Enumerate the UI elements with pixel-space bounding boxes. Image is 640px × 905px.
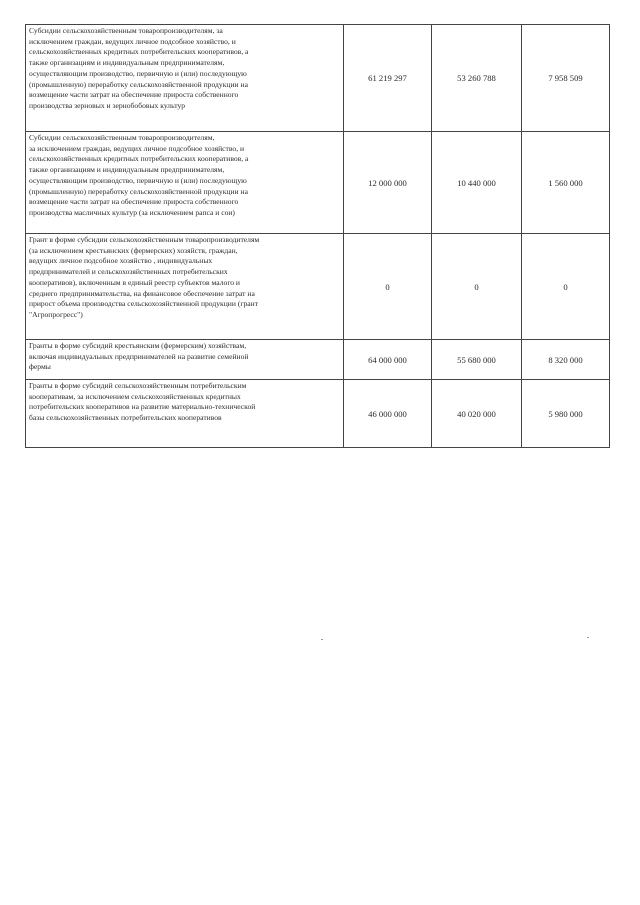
value-cell: 40 020 000 bbox=[432, 380, 522, 448]
description-text: Гранты в форме субсидий крестьянским (фермерским) хозяйствам, включая индивидуальных предпринимателей на развитие семейной фермы bbox=[29, 341, 249, 372]
table-row bbox=[26, 132, 610, 234]
value-cell: 55 680 000 bbox=[432, 340, 522, 380]
value-cell: 5 980 000 bbox=[522, 380, 610, 448]
value-cell: 0 bbox=[432, 234, 522, 340]
row-description bbox=[26, 380, 344, 448]
value-cell: 12 000 000 bbox=[344, 132, 432, 234]
value-cell: 0 bbox=[522, 234, 610, 340]
value-cell: 10 440 000 bbox=[432, 132, 522, 234]
scan-speck bbox=[321, 639, 323, 640]
description-text: Гранты в форме субсидий сельскохозяйственным потребительским кооперативам, за исключением сельскохозяйственных кредитных потребительских кооперативов на развитие материально-технической базы сельскохозяйственных потребительских кооперативов bbox=[29, 381, 256, 423]
subsidies-table bbox=[25, 24, 610, 448]
table-row bbox=[26, 25, 610, 132]
row-description bbox=[26, 25, 344, 132]
table-row bbox=[26, 380, 610, 448]
value-cell: 0 bbox=[344, 234, 432, 340]
description-text: Грант в форме субсидии сельскохозяйственным товаропроизводителям (за исключением крестьянских (фермерских) хозяйств, граждан, ведущих личное подсобное хозяйство , индивидуальных предпринимателей и сельскохозяйственных потребительских кооперативов), включенным в единый реестр субъектов малого и среднего предпринимательства, на финансовое обеспечение затрат на прирост объема производства сельскохозяйственной продукции (грант "Агропрогресс") bbox=[29, 235, 260, 319]
row-description bbox=[26, 234, 344, 340]
table-row bbox=[26, 234, 610, 340]
description-text: Субсидии сельскохозяйственным товаропроизводителям, за исключением граждан, ведущих личное подсобное хозяйство, и сельскохозяйственных кредитных потребительских кооперативов, а также организациям и индивидуальным предпринимателям, осуществляющим производство, первичную и (или) последующую (промышленную) переработку сельскохозяйственной продукции на возмещение части затрат на обеспечение прироста собственного производства зерновых и зернобобовых культур bbox=[29, 26, 249, 110]
scan-speck bbox=[587, 637, 589, 638]
value-cell: 53 260 788 bbox=[432, 25, 522, 132]
row-description bbox=[26, 340, 344, 380]
value-cell: 8 320 000 bbox=[522, 340, 610, 380]
row-description bbox=[26, 132, 344, 234]
description-text: Субсидии сельскохозяйственным товаропроизводителям, за исключением граждан, ведущих личное подсобное хозяйство, и сельскохозяйственных кредитных потребительских кооперативов, а также организациям и индивидуальным предпринимателям, осуществляющим производство, первичную и (или) последующую (промышленную) переработку сельскохозяйственной продукции на возмещение части затрат на обеспечение прироста собственного производства масличных культур (за исключением рапса и сои) bbox=[29, 133, 249, 217]
value-cell: 1 560 000 bbox=[522, 132, 610, 234]
value-cell: 64 000 000 bbox=[344, 340, 432, 380]
value-cell: 61 219 297 bbox=[344, 25, 432, 132]
table-row bbox=[26, 340, 610, 380]
value-cell: 46 000 000 bbox=[344, 380, 432, 448]
value-cell: 7 958 509 bbox=[522, 25, 610, 132]
